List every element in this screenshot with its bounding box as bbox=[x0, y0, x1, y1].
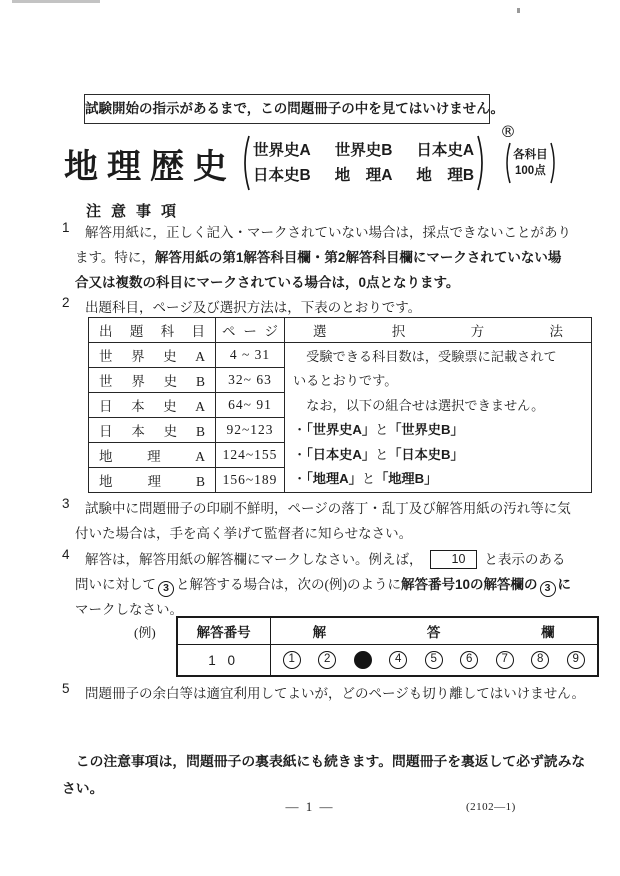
scan-artifact bbox=[12, 0, 100, 3]
header-page: ページ bbox=[216, 318, 285, 343]
cell-pages: 4 ~ 31 bbox=[216, 343, 285, 368]
bubble-2: 2 bbox=[318, 651, 336, 669]
item-number: 3 bbox=[62, 496, 70, 511]
item-text: 出題科目，ページ及び選択方法は，下表のとおりです。 bbox=[85, 300, 422, 315]
bubble-8: 8 bbox=[531, 651, 549, 669]
title-block bbox=[64, 122, 564, 194]
booklet-code: (2102—1) bbox=[466, 801, 516, 813]
example-header-number: 解答番号 bbox=[177, 617, 271, 645]
cell-subject: 世界史A bbox=[89, 343, 216, 368]
subject-page-table bbox=[88, 317, 592, 493]
example-header-row bbox=[177, 617, 598, 645]
bubble-5: 5 bbox=[425, 651, 443, 669]
example-header-answer: 解答欄 bbox=[270, 617, 598, 645]
example-label: (例) bbox=[134, 625, 156, 640]
right-bracket-icon bbox=[477, 135, 487, 191]
subject-list bbox=[240, 135, 487, 191]
bubble-4: 4 bbox=[389, 651, 407, 669]
bubble-6: 6 bbox=[460, 651, 478, 669]
left-bracket-icon bbox=[240, 135, 250, 191]
note-item-3 bbox=[62, 496, 572, 546]
item-number: 4 bbox=[62, 547, 70, 562]
item-text: 解答用紙に，正しく記入・マークされていない場合は，採点できないことがあり ます。特に，解答用紙の第1解答科目欄・第2解答科目欄にマークされていない場 合又は複数の科目にマークされている場合は，0点となります。 bbox=[75, 225, 571, 290]
item-text: 問題冊子の余白等は適宜利用してよいが，どのページも切り離してはいけません。 bbox=[85, 686, 586, 701]
cell-pages: 32~ 63 bbox=[216, 368, 285, 393]
cell-selection-method: 受験できる科目数は，受験票に記載されて いるとおりです。 なお，以下の組合せは選択できません。 ・「世界史A」と「世界史B」 ・「日本史A」と「日本史B」 ・「地理A」と「地理B」 bbox=[285, 343, 592, 493]
warning-text: 試験開始の指示があるまで，この問題冊子の中を見てはいけません。 bbox=[85, 101, 505, 116]
example-data-row bbox=[177, 645, 598, 677]
item-text: 試験中に問題冊子の印刷不鮮明，ページの落丁・乱丁及び解答用紙の汚れ等に気 付いた場合は，手を高く挙げて監督者に知らせなさい。 bbox=[75, 501, 571, 541]
cell-subject: 地理B bbox=[89, 468, 216, 493]
bubble-7: 7 bbox=[496, 651, 514, 669]
cell-subject: 日本史B bbox=[89, 418, 216, 443]
bubble-9: 9 bbox=[567, 651, 585, 669]
subject-日本史B: 日本史B bbox=[253, 167, 311, 184]
subject-地理B: 地 理B bbox=[416, 167, 475, 184]
score-line-2: 100点 bbox=[515, 165, 546, 177]
right-paren-icon bbox=[550, 142, 558, 184]
note-item-1 bbox=[62, 220, 572, 295]
item-number: 2 bbox=[62, 295, 70, 310]
cell-pages: 124~155 bbox=[216, 443, 285, 468]
subject-地理A: 地 理A bbox=[334, 167, 393, 184]
score-note bbox=[503, 142, 558, 184]
page-number: — 1 — bbox=[285, 799, 335, 814]
cell-pages: 64~ 91 bbox=[216, 393, 285, 418]
item-number: 1 bbox=[62, 220, 70, 235]
score-line-1: 各科目 bbox=[513, 149, 548, 161]
bubble-1: 1 bbox=[283, 651, 301, 669]
cell-subject: 日本史A bbox=[89, 393, 216, 418]
warning-box bbox=[84, 94, 505, 124]
note-item-4 bbox=[62, 547, 572, 622]
example-table bbox=[176, 616, 599, 677]
cell-pages: 92~123 bbox=[216, 418, 285, 443]
page-title: 地理歴史 bbox=[64, 147, 236, 186]
table-header-row bbox=[89, 318, 592, 343]
note-item-5 bbox=[62, 681, 586, 706]
answer-example bbox=[134, 616, 599, 677]
item-text: 解答は，解答用紙の解答欄にマークしなさい。例えば， 10 と表示のある 問いに対して 3 と解答する場合は，次の(例)のように解答番号10の解答欄の 3 に マークしなさい。 bbox=[75, 552, 572, 617]
registered-trademark-icon: ® bbox=[500, 122, 516, 141]
example-answer-number: 1 0 bbox=[177, 645, 271, 677]
mark-bubbles bbox=[271, 651, 597, 669]
cell-subject: 地理A bbox=[89, 443, 216, 468]
header-subject: 出題科目 bbox=[89, 318, 216, 343]
subject-世界史B: 世界史B bbox=[334, 142, 393, 159]
table-row bbox=[89, 343, 592, 368]
subject-row-2 bbox=[253, 163, 474, 188]
cell-pages: 156~189 bbox=[216, 468, 285, 493]
header-method: 選択方法 bbox=[285, 318, 592, 343]
scan-speck bbox=[517, 8, 520, 13]
bubble-3-filled bbox=[354, 651, 372, 669]
subject-日本史A: 日本史A bbox=[416, 142, 475, 159]
continuation-notice: この注意事項は，問題冊子の裏表紙にも続きます。問題冊子を裏返して必ず読みな さい。 bbox=[62, 754, 586, 796]
left-paren-icon bbox=[503, 142, 511, 184]
cell-subject: 世界史B bbox=[89, 368, 216, 393]
item-number: 5 bbox=[62, 681, 70, 696]
subject-row-1 bbox=[253, 138, 474, 163]
subject-世界史A: 世界史A bbox=[253, 142, 311, 159]
notes-heading: 注意事項 bbox=[86, 203, 187, 220]
